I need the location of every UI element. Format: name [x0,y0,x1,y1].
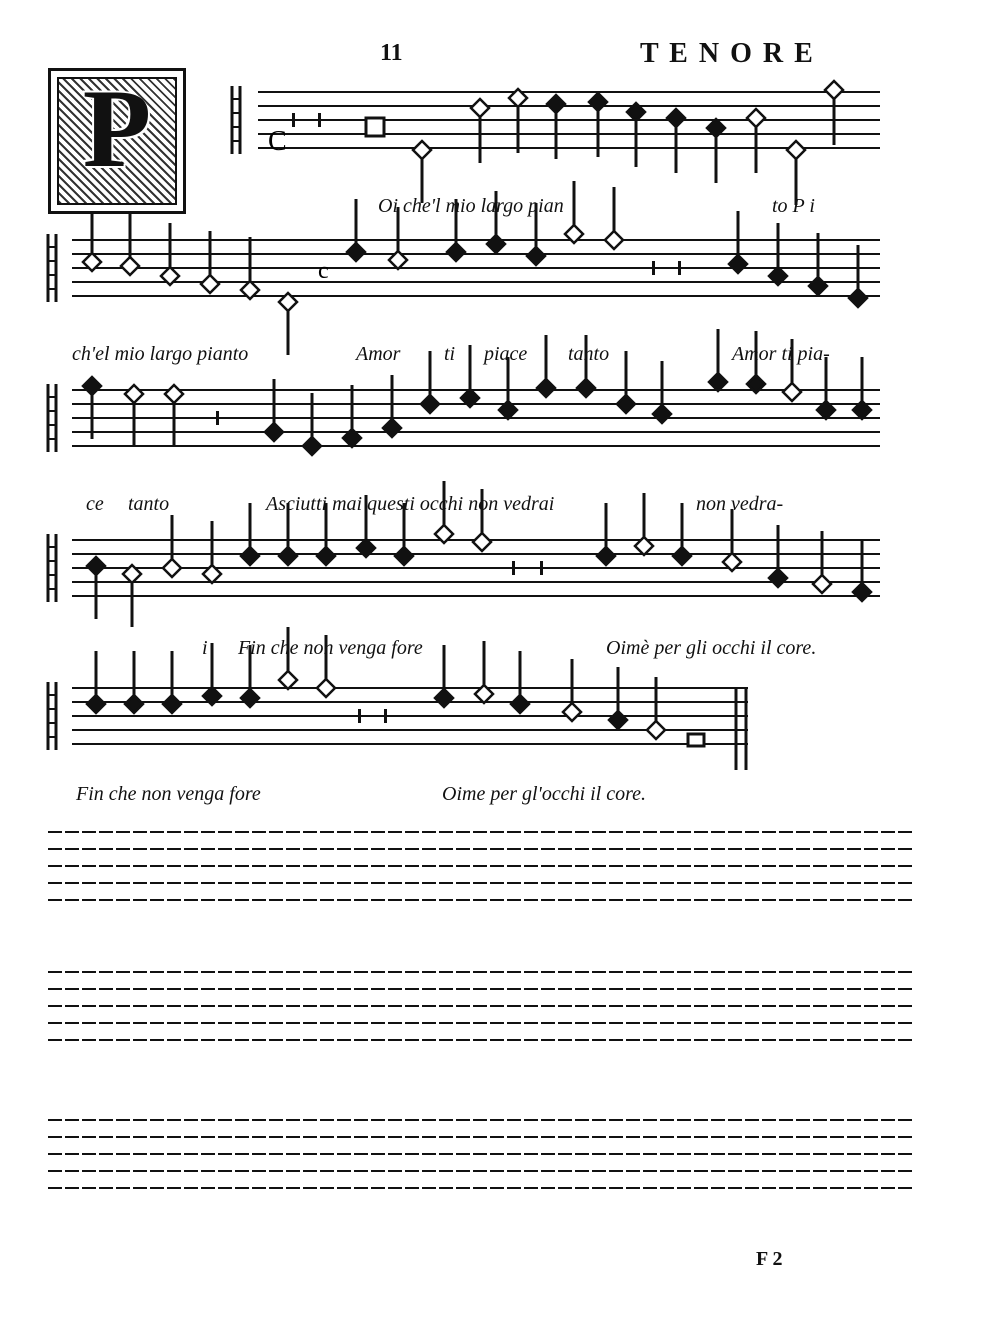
rest [358,709,361,723]
lyric-line-1-b: to P i [772,195,815,217]
lyric-line-1-a: Oi che'l mio largo pian [378,195,564,217]
note [511,695,529,713]
note [241,547,259,565]
note [537,379,555,397]
note [605,231,623,249]
note [563,703,581,721]
note [435,689,453,707]
lyric-line-5-a: Fin che non venga fore [76,783,261,805]
note [813,575,831,593]
note [647,721,665,739]
lyric-line-4-c: Oimè per gli occhi il core. [606,637,817,659]
note [413,141,431,159]
note [471,99,489,117]
note [317,547,335,565]
note [667,109,685,127]
note [125,695,143,713]
note [577,379,595,397]
lyric-line-4-b: Fin che non venga fore [238,637,423,659]
note [729,255,747,273]
note [609,711,627,729]
note [279,547,297,565]
note [653,405,671,423]
longa-note [688,734,704,746]
note [783,383,801,401]
rest [384,709,387,723]
note [241,689,259,707]
lyric-line-3-a: ce [86,493,104,515]
mensuration-sign: C [268,126,287,157]
decorated-initial-icon: P [48,68,186,214]
note [303,437,321,455]
note [747,109,765,127]
note [547,95,565,113]
lyric-line-2-f: Amor ti pia- [732,343,830,365]
rest [292,113,295,127]
note [421,395,439,413]
note [769,569,787,587]
note [163,695,181,713]
note [201,275,219,293]
note [165,385,183,403]
rest [540,561,543,575]
rest [652,261,655,275]
note [787,141,805,159]
lyric-line-3-d: non vedra- [696,493,784,515]
note [87,557,105,575]
note [853,583,871,601]
note [87,695,105,713]
note [617,395,635,413]
note [709,373,727,391]
note [317,679,335,697]
note [809,277,827,295]
note [125,385,143,403]
lyric-line-2-c: ti [444,343,456,365]
lyric-line-4-a: i [202,637,208,659]
signature-mark: F 2 [756,1248,783,1270]
lyric-line-2-b: Amor [356,343,401,365]
lyric-line-2-e: tanto [568,343,610,365]
note [527,247,545,265]
page-number: 11 [380,40,403,66]
note [447,243,465,261]
note [473,533,491,551]
note [849,289,867,307]
rest [678,261,681,275]
note [395,547,413,565]
lyric-line-5-b: Oime per gl'occhi il core. [442,783,647,805]
note [597,547,615,565]
note [265,423,283,441]
lyric-line-2-d: piace [484,343,528,365]
voice-part-title: T E N O R E [640,38,815,69]
note [279,671,297,689]
note [487,235,505,253]
note [121,257,139,275]
note [83,377,101,395]
longa-note [366,118,384,136]
mensuration-sign: c [318,258,329,284]
note [163,559,181,577]
rest [512,561,515,575]
note [673,547,691,565]
rest [216,411,219,425]
note [347,243,365,261]
rest [318,113,321,127]
note [383,419,401,437]
note [825,81,843,99]
note [589,93,607,111]
lyric-line-2-a: ch'el mio largo pianto [72,343,249,365]
lyric-line-3-b: tanto [128,493,170,515]
lyric-line-3-c: Asciutti mai questi occhi non vedrai [266,493,555,515]
